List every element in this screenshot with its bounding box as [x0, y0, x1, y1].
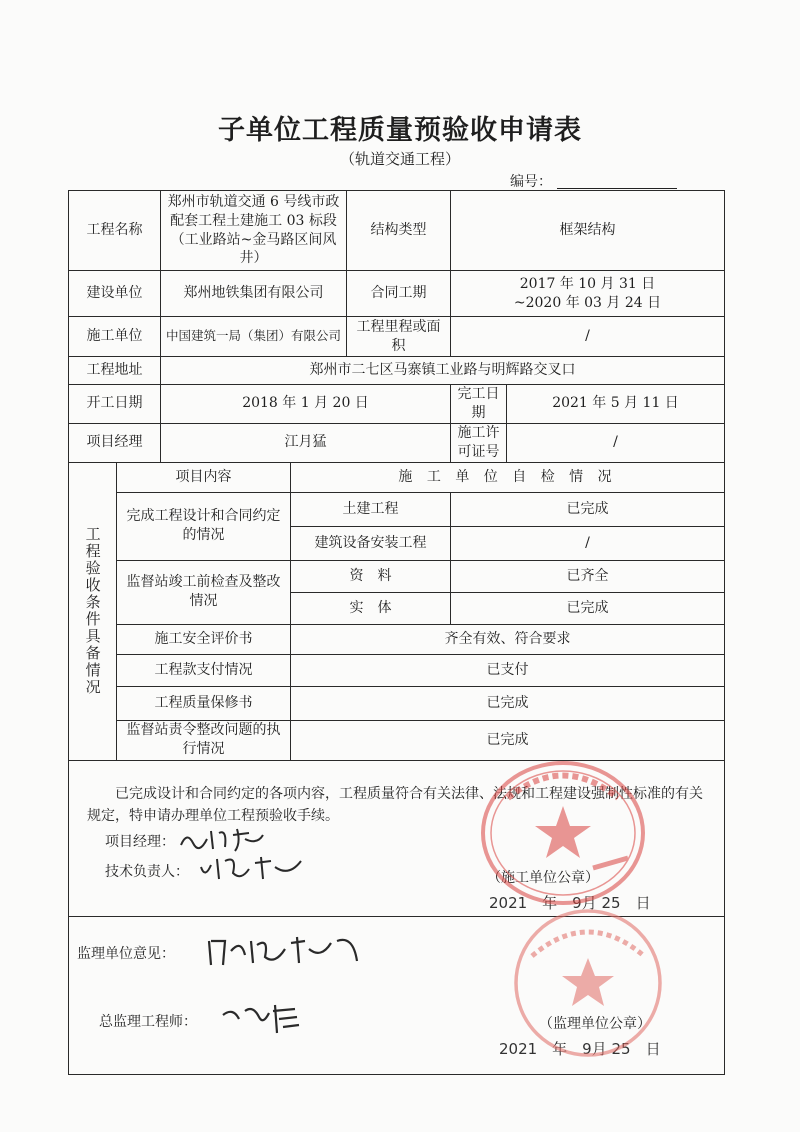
decl-pm-label: 项目经理： [105, 833, 175, 850]
warranty-status: 已完成 [291, 686, 725, 720]
application-form-table [68, 190, 725, 1075]
project-name-label: 工程名称 [69, 191, 161, 271]
contractor-seal-date: 2021 年 9月 25 日 [489, 893, 651, 912]
design-item: 完成工程设计和合同约定的情况 [117, 492, 291, 560]
supervision-opinion-handwriting [205, 931, 365, 977]
contractor-label: 施工单位 [69, 317, 161, 357]
equip-label: 建筑设备安装工程 [291, 526, 451, 560]
owner-value: 郑州地铁集团有限公司 [161, 271, 347, 317]
contract-period-start: 2017 年 10 月 31 日 [519, 275, 656, 292]
civil-status: 已完成 [451, 492, 725, 526]
permit-value: / [507, 423, 725, 462]
start-date-value: 2018 年 1 月 20 日 [161, 385, 451, 424]
start-date-label: 开工日期 [69, 385, 161, 424]
owner-label: 建设单位 [69, 271, 161, 317]
contract-period-label: 合同工期 [347, 271, 451, 317]
address-value: 郑州市二七区马寨镇工业路与明辉路交叉口 [161, 357, 725, 385]
pm-value: 江月猛 [161, 423, 451, 462]
conditions-label: 工程验收条件具备情况 [69, 462, 117, 760]
supervision-check-item: 监督站竣工前检查及整改情况 [117, 560, 291, 624]
contractor-seal-label: （施工单位公章） [487, 869, 599, 886]
rectify-status: 已完成 [291, 720, 725, 760]
structure-type-value: 框架结构 [451, 191, 725, 271]
form-title: 子单位工程质量预验收申请表 [218, 115, 582, 146]
permit-label: 施工许可证号 [451, 423, 507, 462]
declaration-text: 已完成设计和合同约定的各项内容，工程质量符合有关法律、法规和工程建设强制性标准的有关规定，特申请办理单位工程预验收手续。 [87, 785, 703, 824]
number-field[interactable] [557, 188, 677, 189]
finish-date-label: 完工日期 [451, 385, 507, 424]
number-label: 编号： [510, 174, 552, 190]
project-name-value: 郑州市轨道交通 6 号线市政配套工程土建施工 03 标段（工业路站~金马路区间风井） [161, 191, 347, 271]
supervision-seal-date: 2021 年 9月 25 日 [499, 1039, 661, 1058]
safety-status: 齐全有效、符合要求 [291, 624, 725, 654]
warranty-item: 工程质量保修书 [117, 686, 291, 720]
chief-engineer-label: 总监理工程师： [99, 1013, 197, 1030]
finish-date-value: 2021 年 5 月 11 日 [507, 385, 725, 424]
safety-item: 施工安全评价书 [117, 624, 291, 654]
docs-status: 已齐全 [451, 560, 725, 592]
conditions-header-status: 施 工 单 位 自 检 情 况 [291, 462, 725, 492]
mileage-label: 工程里程或面积 [347, 317, 451, 357]
payment-status: 已支付 [291, 654, 725, 686]
entity-status: 已完成 [451, 592, 725, 624]
declaration-section [69, 760, 725, 916]
contractor-value: 中国建筑一局（集团）有限公司 [161, 317, 347, 357]
conditions-header-item: 项目内容 [117, 462, 291, 492]
supervision-section [69, 916, 725, 1074]
chief-engineer-signature [219, 997, 309, 1043]
payment-item: 工程款支付情况 [117, 654, 291, 686]
rectify-item: 监督站责令整改问题的执行情况 [117, 720, 291, 760]
entity-label: 实 体 [291, 592, 451, 624]
contract-period-end: ~2020 年 03 月 24 日 [513, 294, 662, 311]
supervision-seal-label: （监理单位公章） [539, 1015, 651, 1032]
address-label: 工程地址 [69, 357, 161, 385]
tech-signature [197, 853, 307, 891]
equip-status: / [451, 526, 725, 560]
supervision-opinion-label: 监理单位意见： [77, 945, 175, 962]
pm-label: 项目经理 [69, 423, 161, 462]
structure-type-label: 结构类型 [347, 191, 451, 271]
mileage-value: / [451, 317, 725, 357]
docs-label: 资 料 [291, 560, 451, 592]
civil-label: 土建工程 [291, 492, 451, 526]
form-subtitle: （轨道交通工程） [339, 150, 460, 168]
contract-period-value [451, 271, 725, 317]
decl-tech-label: 技术负责人： [105, 863, 189, 880]
